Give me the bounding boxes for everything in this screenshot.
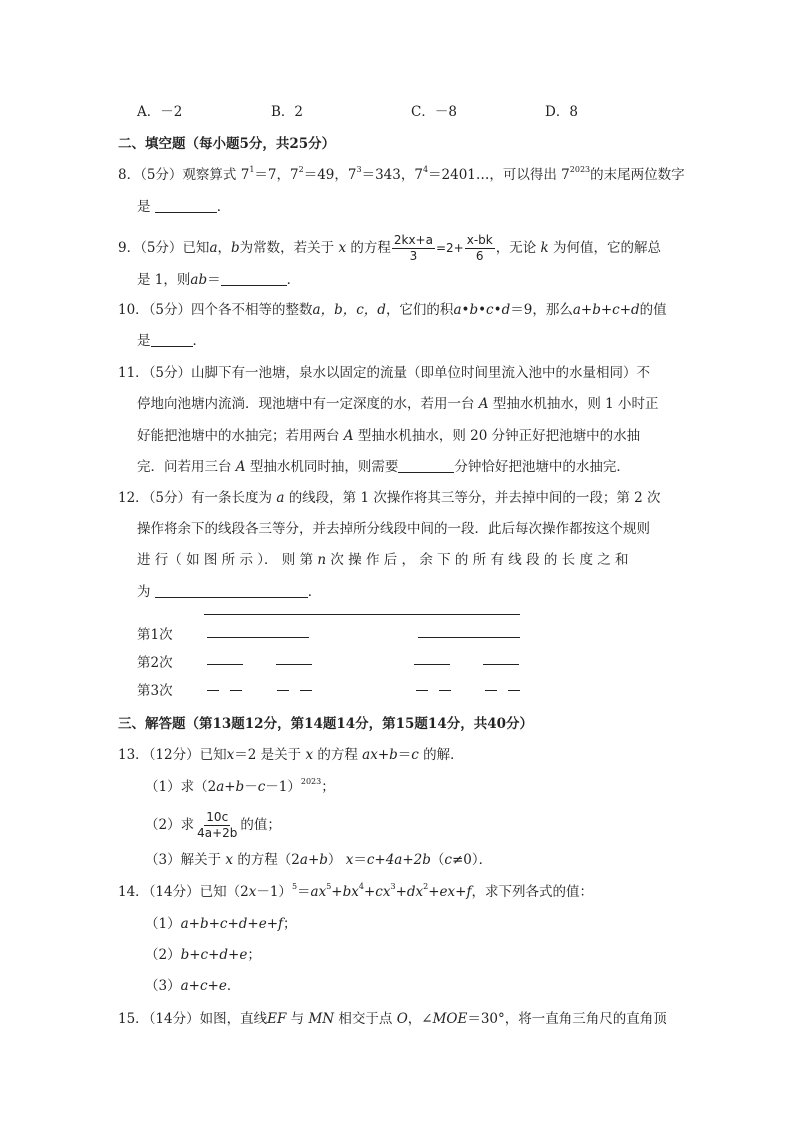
q11-line3 — [137, 426, 640, 446]
q12-text: 次 操 作 后 ， 余 下 的 所 有 线 段 的 长 度 之 和 — [330, 552, 629, 568]
q11-text: 分钟恰好把池塘中的水抽完． — [454, 459, 630, 475]
variable: n — [317, 552, 327, 568]
q13-text: 已知 — [199, 747, 227, 763]
q13-score: （12分） — [148, 747, 200, 763]
q13-text: （2）求 — [145, 817, 195, 833]
answer-blank[interactable] — [155, 585, 308, 598]
q15-line1 — [118, 1009, 667, 1029]
variable: a+b — [299, 852, 328, 868]
q8-text: ＝7，7 — [254, 167, 299, 183]
denominator: 3 — [409, 249, 418, 263]
q14-text: ； — [247, 947, 261, 963]
q12-text: 有一条长度为 — [191, 490, 273, 506]
answer-blank[interactable] — [151, 334, 193, 347]
q13-text: ＝2 是关于 — [234, 747, 302, 763]
q11-text: 停地向池塘内流淌．现池塘中有一定深度的水，若用一台 — [137, 396, 475, 412]
step-label: 第1次 — [137, 627, 173, 643]
variable: O — [396, 1011, 408, 1027]
variable: a+c+e — [180, 978, 227, 994]
q9-text: =2+ — [435, 241, 464, 255]
q10-text: ． — [192, 333, 206, 349]
q14-text: ＝ — [297, 884, 311, 900]
variable: c — [411, 747, 419, 763]
q14-text: （3） — [145, 978, 181, 994]
q8-line2 — [137, 197, 230, 217]
variable: ax — [310, 884, 327, 900]
variable: a+b — [216, 779, 245, 795]
q11-text: 山脚下有一池塘，泉水以固定的流量（即单位时间里流入池中的水量相同）不 — [191, 365, 651, 381]
q14-score: （14分） — [148, 884, 200, 900]
step-label: 第3次 — [137, 683, 173, 699]
variable: a+b+c+d — [572, 302, 640, 318]
segment — [207, 637, 309, 638]
variable: a+b+c+d+e+f — [180, 916, 284, 932]
answer-blank[interactable] — [398, 460, 454, 473]
q12-line4 — [137, 582, 321, 602]
q11-text: 好能把池塘中的水抽完；若用两台 — [137, 428, 340, 444]
q11-text: 型抽水机同时抽，则需要 — [249, 459, 399, 475]
q9-text: ＝ — [207, 272, 221, 288]
q14-part3 — [145, 976, 240, 996]
variable: MN — [308, 1011, 335, 1027]
exponent: 3 — [356, 165, 362, 174]
variable: a•b•c•d — [453, 302, 511, 318]
exponent: 2 — [423, 882, 429, 891]
q15-text: 相交于点 — [338, 1011, 393, 1027]
q9-text: ，无论 — [495, 240, 537, 256]
q15-score: （14分） — [148, 1011, 200, 1027]
answer-blank[interactable] — [155, 200, 217, 213]
section-2-title: 二、填空题（每小题5分，共25分） — [118, 136, 336, 152]
q11-text: 型抽水机抽水，则 20 分钟正好把池塘中的水抽 — [357, 428, 641, 444]
q14-text: －1） — [256, 884, 292, 900]
q8-text: ． — [216, 199, 231, 215]
q14-text: 已知（2 — [199, 884, 249, 900]
segment — [439, 690, 451, 691]
exponent: 5 — [291, 882, 298, 891]
variable: k — [540, 240, 549, 256]
q13-text: ＝ — [397, 747, 412, 763]
q13-line1 — [118, 745, 464, 765]
variable: x — [305, 747, 314, 763]
q9-text: 已知 — [182, 240, 210, 256]
q12-number: 12． — [118, 490, 149, 506]
denominator: 6 — [475, 249, 484, 263]
q9-number: 9． — [118, 240, 141, 256]
variable: b+c+d+e — [180, 947, 248, 963]
q8-text: ＝49，7 — [303, 167, 357, 183]
q9-text: 是 1，则 — [137, 272, 191, 288]
q13-part2 — [145, 805, 281, 845]
q13-text: 的值； — [240, 817, 281, 833]
q9-score: （5分） — [140, 240, 183, 256]
variable: +ex+f — [428, 884, 472, 900]
q11-line4 — [137, 457, 630, 477]
segment — [300, 690, 312, 691]
q9-fraction-1 — [392, 233, 435, 264]
q12-line3 — [137, 550, 629, 570]
q10-number: 10． — [118, 302, 149, 318]
q15-text: 如图，直线 — [199, 1011, 268, 1027]
denominator: 4a+2b — [197, 826, 238, 840]
q13-text: －1） — [265, 779, 301, 795]
q13-text: － — [244, 779, 258, 795]
variable: a — [209, 240, 218, 256]
q10-text: 是 — [137, 333, 151, 349]
q14-text: ，求下列各式的值： — [471, 884, 593, 900]
numerator: 10c — [206, 810, 229, 824]
q8-score: （5分） — [140, 167, 183, 183]
q8-text: 的末尾两位数字 — [590, 167, 685, 183]
q8-number: 8． — [118, 167, 141, 183]
answer-blank[interactable] — [221, 273, 287, 286]
q10-text: 的值 — [639, 302, 667, 318]
q13-text: （1）求（2 — [145, 779, 217, 795]
q13-text: （3）解关于 — [145, 852, 222, 868]
variable: A — [478, 396, 489, 412]
variable: c — [444, 852, 452, 868]
variable: ax+b — [362, 747, 398, 763]
variable: ab — [190, 272, 208, 288]
q10-line2 — [137, 331, 206, 351]
q14-text: （1） — [145, 916, 181, 932]
q13-text: ＝ — [353, 852, 367, 868]
q9-text: ． — [286, 272, 301, 288]
q9-text: 的方程 — [350, 240, 391, 256]
q12-line1 — [118, 488, 661, 508]
q12-text: 操作将余下的线段各三等分，并去掉所分线段中间的一段．此后每次操作都按这个规则 — [137, 521, 650, 537]
q14-text: ． — [226, 978, 241, 994]
q9-text: 为何值，它的解总 — [553, 240, 661, 256]
variable: +dx — [395, 884, 424, 900]
q14-number: 14． — [118, 884, 149, 900]
q15-text: 与 — [290, 1011, 305, 1027]
q12-text: 的线段，第 1 次操作将其三等分，并去掉中间的一段；第 2 次 — [288, 490, 661, 506]
segment — [418, 637, 520, 638]
q9-text: ， — [217, 240, 231, 256]
q9-line2 — [137, 270, 300, 290]
q15-number: 15． — [118, 1011, 149, 1027]
exponent: 2023 — [569, 165, 591, 174]
q12-text: 为 — [137, 584, 151, 600]
step-label: 第2次 — [137, 655, 173, 671]
q11-line2 — [137, 394, 659, 414]
variable: +cx — [363, 884, 391, 900]
variable: +bx — [331, 884, 359, 900]
q13-text: 的解． — [423, 747, 464, 763]
q7-option-c: C．－8 — [411, 104, 457, 120]
q14-part1 — [145, 914, 297, 934]
q13-number: 13． — [118, 747, 149, 763]
variable: x — [226, 747, 235, 763]
q15-text: ，∠ — [407, 1011, 433, 1027]
q8-text: ＝2401…，可以得出 7 — [428, 167, 570, 183]
variable: x — [225, 852, 234, 868]
segment — [230, 690, 242, 691]
q8-text: 观察算式 7 — [182, 167, 250, 183]
variable: c+4a+2b — [366, 852, 431, 868]
q14-text: （2） — [145, 947, 181, 963]
segment — [483, 664, 519, 665]
variable: x — [248, 884, 257, 900]
q10-text: ，它们的积 — [385, 302, 454, 318]
variable: MOE — [432, 1011, 468, 1027]
q11-score: （5分） — [148, 365, 192, 381]
q8-text: ＝343，7 — [361, 167, 423, 183]
q15-text: ＝30°，将一直角三角尺的直角顶 — [467, 1011, 667, 1027]
variable: EF — [267, 1011, 287, 1027]
variable: c — [257, 779, 266, 795]
q11-text: 完．问若用三台 — [137, 459, 232, 475]
q7-option-b: B．2 — [271, 104, 304, 120]
segment — [416, 690, 428, 691]
segment — [485, 690, 497, 691]
q13-text: ） — [327, 852, 342, 868]
q9-fraction-2 — [465, 233, 495, 264]
variable: x — [345, 852, 354, 868]
q9-line1 — [118, 228, 661, 268]
variable: a，b，c，d — [312, 302, 386, 318]
segment — [508, 690, 520, 691]
q11-text: 型抽水机抽水，则 1 小时正 — [492, 396, 659, 412]
segment — [414, 664, 450, 665]
q13-fraction — [195, 810, 239, 841]
q13-part1 — [145, 777, 335, 797]
exponent: 3 — [390, 882, 396, 891]
q12-text: 进 行（ 如 图 所 示 ）． 则 第 — [137, 552, 314, 568]
exponent: 4 — [422, 165, 429, 174]
variable: A — [343, 428, 354, 444]
q14-line1 — [118, 882, 593, 902]
q9-text: 为常数，若关于 — [239, 240, 335, 256]
segment — [276, 664, 312, 665]
q14-part2 — [145, 945, 261, 965]
q13-text: （ — [430, 852, 445, 868]
q7-option-a: A．－2 — [137, 104, 183, 120]
section-3-title: 三、解答题（第13题12分，第14题14分，第15题14分，共40分） — [118, 716, 534, 732]
variable: b — [231, 240, 240, 256]
numerator: 2kx+a — [393, 233, 433, 247]
segment — [207, 690, 219, 691]
q10-score: （5分） — [148, 302, 192, 318]
exponent: 1 — [249, 165, 255, 174]
q12-text: ． — [307, 584, 322, 600]
q12-score: （5分） — [148, 490, 192, 506]
q11-line1 — [118, 363, 650, 383]
q12-line2 — [137, 519, 650, 539]
q8-line1 — [118, 165, 685, 185]
exponent: 4 — [358, 882, 364, 891]
q7-option-d: D．8 — [545, 104, 578, 120]
q10-line1 — [118, 300, 667, 320]
exponent: 2 — [298, 165, 304, 174]
segment — [207, 664, 243, 665]
q10-text: ＝9，那么 — [510, 302, 573, 318]
q13-text: 的方程（2 — [237, 852, 300, 868]
q13-part3 — [145, 850, 492, 870]
variable: A — [235, 459, 246, 475]
q8-text: 是 — [137, 199, 151, 215]
q14-text: ； — [283, 916, 297, 932]
q10-text: 四个各不相等的整数 — [191, 302, 313, 318]
variable: x — [338, 240, 347, 256]
exponent: 2023 — [300, 777, 322, 786]
segment — [277, 690, 289, 691]
q13-text: 的方程 — [317, 747, 358, 763]
numerator: x-bk — [466, 233, 493, 247]
original-segment — [204, 614, 520, 615]
q11-number: 11． — [118, 365, 149, 381]
q13-text: ； — [321, 779, 335, 795]
exponent: 5 — [326, 882, 332, 891]
q13-text: ≠0）． — [451, 852, 493, 868]
variable: a — [276, 490, 285, 506]
